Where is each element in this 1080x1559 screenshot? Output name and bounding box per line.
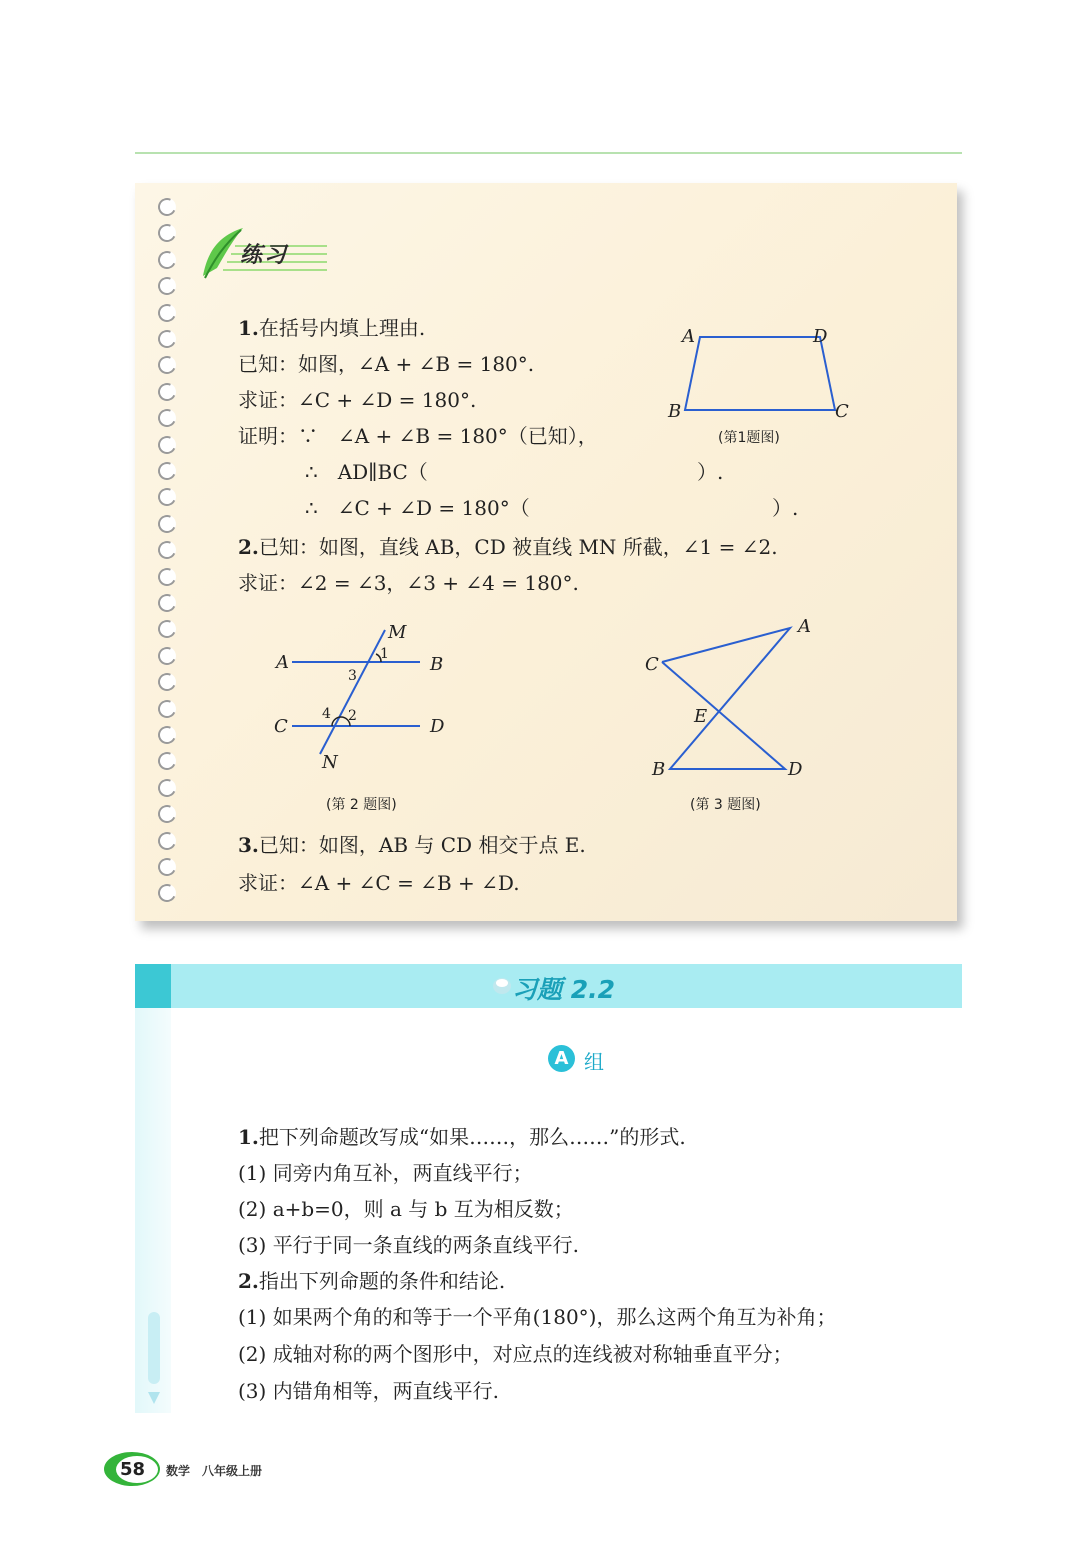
- trapezoid-shape: [685, 337, 835, 410]
- exercise-q2-item: (1) 如果两个角的和等于一个平角(180°)，那么这两个角互为补角；: [238, 1305, 837, 1329]
- figure-3-caption: (第 3 题图): [690, 797, 761, 813]
- fig1-label-C: C: [835, 401, 849, 422]
- scroll-indicator-icon: [146, 1312, 162, 1412]
- practice-q1-proof: 证明：∵ ∠A + ∠B = 180°（已知），: [238, 424, 598, 448]
- page-number: 58: [120, 1459, 146, 1480]
- figure-1-caption: (第1题图): [718, 430, 780, 446]
- figure-2-transversal: [270, 620, 460, 780]
- exercise-q1-item: (2) a+b=0，则 a 与 b 互为相反数；: [238, 1197, 574, 1221]
- fig2-angle-1: 1: [380, 646, 389, 662]
- fig2-label-N: N: [322, 752, 338, 773]
- fig1-label-A: A: [682, 326, 695, 347]
- practice-q1-prove: 求证：∠C + ∠D = 180°.: [238, 388, 477, 412]
- practice-q2-line1: 2.已知：如图，直线 AB，CD 被直线 MN 所截，∠1 = ∠2.: [238, 535, 778, 559]
- practice-q3-prove: 求证：∠A + ∠C = ∠B + ∠D.: [238, 871, 520, 895]
- exercise-q2-item: (2) 成轴对称的两个图形中，对应点的连线被对称轴垂直平分；: [238, 1342, 793, 1366]
- practice-title: 练习: [240, 243, 289, 268]
- practice-q1-step2-close: ）.: [772, 496, 799, 520]
- fig3-label-C: C: [645, 654, 659, 675]
- fig2-label-D: D: [430, 716, 445, 737]
- group-label: 组: [584, 1050, 604, 1074]
- fig3-label-B: B: [652, 759, 666, 780]
- exercise-q1: 1.把下列命题改写成“如果……，那么……”的形式.: [238, 1125, 686, 1149]
- crossing-segments: [662, 628, 790, 769]
- practice-q2-prove: 求证：∠2 = ∠3，∠3 + ∠4 = 180°.: [238, 571, 579, 595]
- fig2-label-A: A: [276, 652, 289, 673]
- book-title: 数学 八年级上册: [166, 1464, 263, 1478]
- exercise-header-tab: [135, 964, 171, 1008]
- exercise-q2: 2.指出下列命题的条件和结论.: [238, 1269, 506, 1293]
- figure-1-trapezoid: [660, 320, 860, 430]
- fig2-angle-2: 2: [348, 708, 357, 724]
- exercise-q1-item: (1) 同旁内角互补，两直线平行；: [238, 1161, 533, 1185]
- figure-2-caption: (第 2 题图): [326, 797, 397, 813]
- practice-q1-step1-close: ）.: [697, 460, 724, 484]
- exercise-q2-item: (3) 内错角相等，两直线平行.: [238, 1379, 500, 1403]
- top-divider: [135, 152, 962, 154]
- practice-q1-given: 已知：如图，∠A + ∠B = 180°.: [238, 352, 535, 376]
- group-badge: A: [548, 1045, 575, 1072]
- fig3-label-E: E: [694, 706, 708, 727]
- fig2-label-B: B: [430, 654, 444, 675]
- practice-q1-step1: ∴ AD∥BC（: [305, 460, 428, 484]
- fig2-label-M: M: [388, 622, 407, 643]
- practice-q1-line1: 1.在括号内填上理由.: [238, 316, 426, 340]
- exercise-title: 习题 2.2: [512, 975, 615, 1004]
- fig2-label-C: C: [274, 716, 288, 737]
- fig3-label-A: A: [798, 616, 811, 637]
- fig2-angle-3: 3: [348, 668, 357, 684]
- fig1-label-B: B: [668, 401, 682, 422]
- fig3-label-D: D: [788, 759, 803, 780]
- practice-q1-step2: ∴ ∠C + ∠D = 180°（: [305, 496, 530, 520]
- figure-3-crossing-lines: [640, 612, 820, 782]
- line-MN: [320, 630, 385, 754]
- fig2-angle-4: 4: [322, 706, 331, 722]
- bell-icon: [492, 974, 512, 996]
- practice-q3-line1: 3.已知：如图，AB 与 CD 相交于点 E.: [238, 833, 586, 857]
- fig1-label-D: D: [813, 326, 828, 347]
- exercise-q1-item: (3) 平行于同一条直线的两条直线平行.: [238, 1233, 580, 1257]
